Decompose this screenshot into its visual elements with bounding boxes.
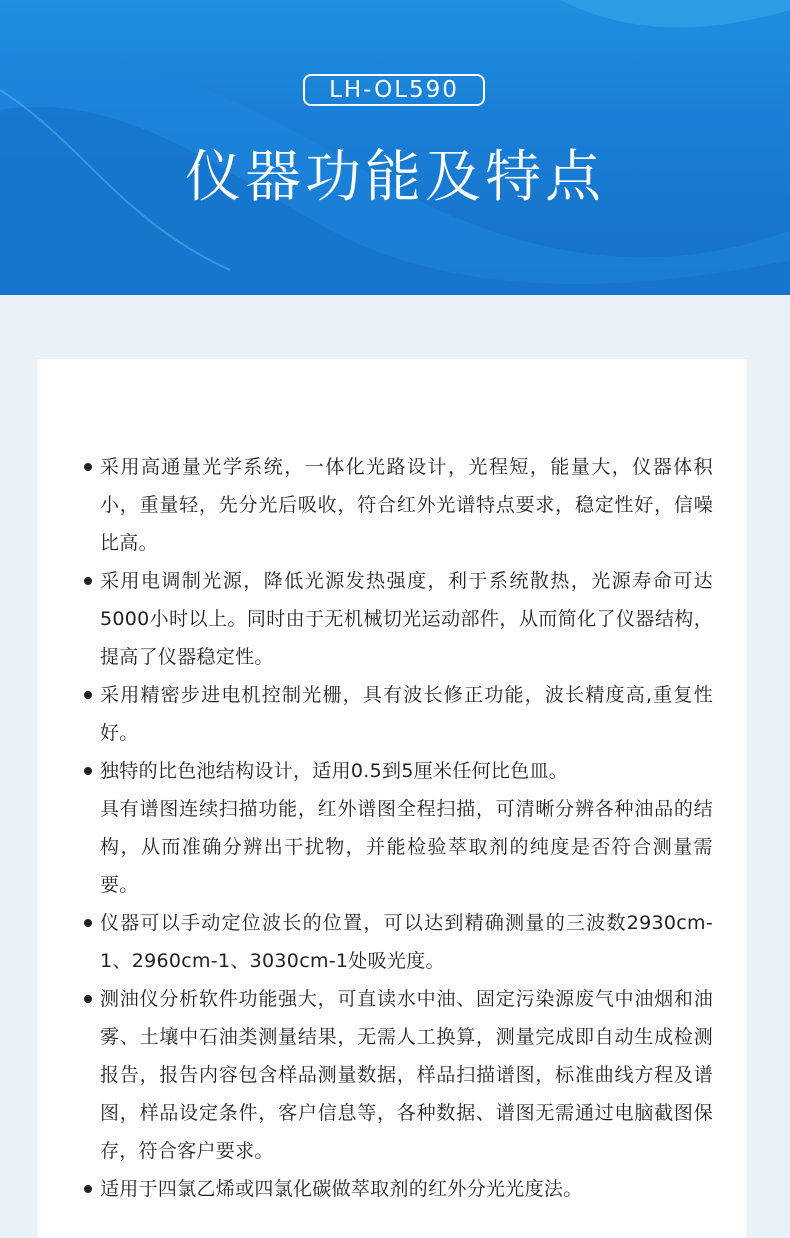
feature-item: 独特的比色池结构设计，适用0.5到5厘米任何比色皿。 <box>37 752 747 790</box>
feature-item: 仪器可以手动定位波长的位置，可以达到精确测量的三波数2930cm-1、2960cm-1、3030cm-1处吸光度。 <box>37 904 747 980</box>
feature-item: 采用精密步进电机控制光栅，具有波长修正功能，波长精度高,重复性好。 <box>37 676 747 752</box>
model-badge: LH-OL590 <box>303 74 485 106</box>
feature-item: 采用电调制光源，降低光源发热强度，利于系统散热，光源寿命可达5000小时以上。同时由于无机械切光运动部件，从而简化了仪器结构，提高了仪器稳定性。 <box>37 562 747 676</box>
feature-item: 采用高通量光学系统，一体化光路设计，光程短，能量大，仪器体积小，重量轻，先分光后吸收，符合红外光谱特点要求，稳定性好，信噪比高。 <box>37 448 747 562</box>
feature-item: 测油仪分析软件功能强大，可直读水中油、固定污染源废气中油烟和油雾、土壤中石油类测量结果，无需人工换算，测量完成即自动生成检测报告，报告内容包含样品测量数据，样品扫描谱图，标准曲线方程及谱图，样品设定条件，客户信息等，各种数据、谱图无需通过电脑截图保存，符合客户要求。 <box>37 980 747 1170</box>
feature-item: 具有谱图连续扫描功能，红外谱图全程扫描，可清晰分辨各种油品的结构，从而准确分辨出干扰物，并能检验萃取剂的纯度是否符合测量需要。 <box>100 798 713 896</box>
feature-item: 适用于四氯乙烯或四氯化碳做萃取剂的红外分光光度法。 <box>37 1170 747 1208</box>
features-card <box>37 359 747 1238</box>
header-banner <box>0 0 790 295</box>
page-title: 仪器功能及特点 <box>185 145 605 210</box>
features-list <box>37 448 747 1208</box>
